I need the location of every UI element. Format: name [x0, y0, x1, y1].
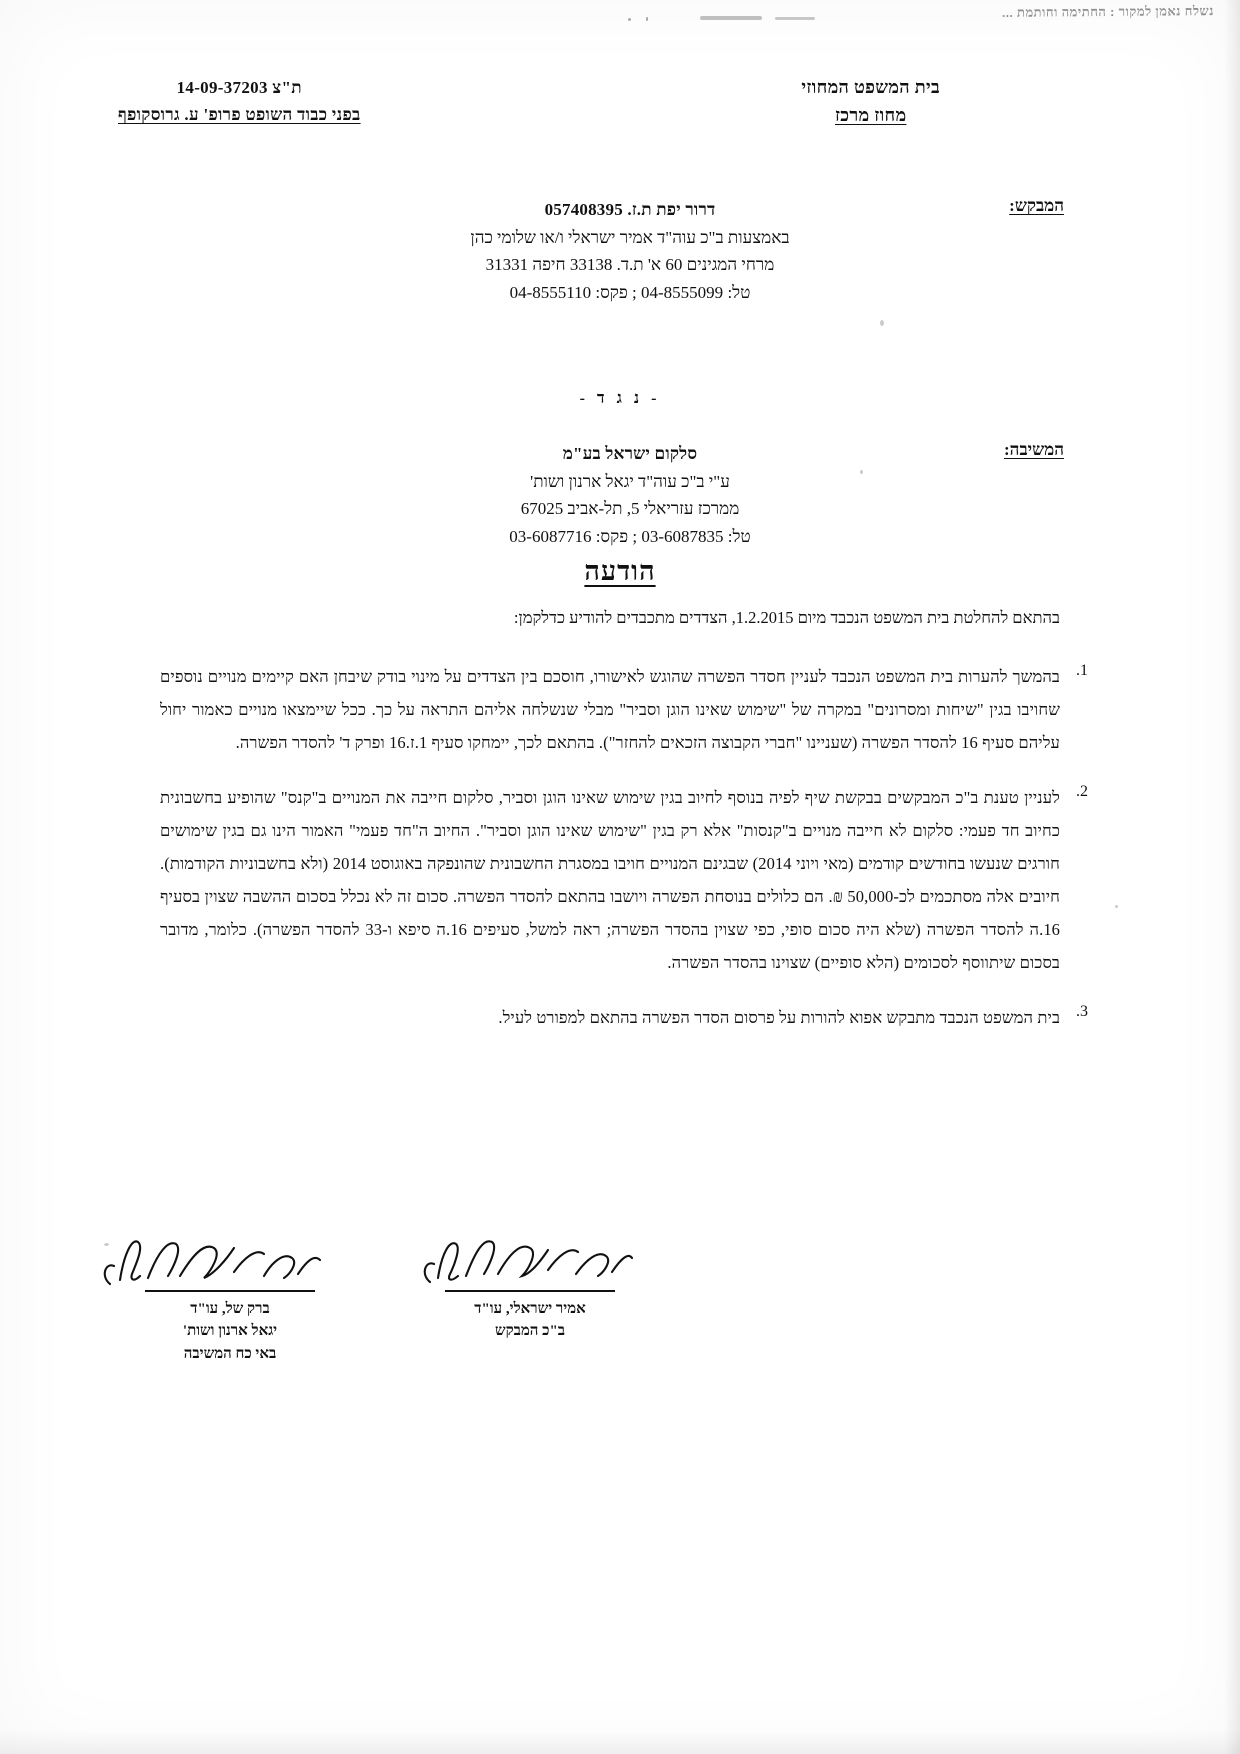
signature-role: ב"כ המבקש: [494, 1323, 566, 1339]
clause-item: [0, 660, 1240, 759]
applicant-label: המבקש:: [1009, 196, 1064, 215]
page-title: [0, 556, 1240, 587]
case-number: ת"צ 14-09-37203: [176, 78, 302, 97]
signature-respondent: [80, 1230, 380, 1365]
signature-name: ברק של, עו"ד: [190, 1300, 270, 1317]
respondent-counsel: ע"י ב"כ עוה"ד יגאל ארנון ושות': [530, 471, 730, 491]
scan-speck: [880, 320, 884, 326]
applicant-details: [350, 196, 910, 306]
clause-text: בית המשפט הנכבד מתבקש אפוא להורות על פרסום הסדר הפשרה בהתאם למפורט לעיל.: [498, 1008, 1060, 1027]
case-identity: [118, 74, 361, 128]
applicant-name: דרור יפת ת.ז. 057408395: [544, 200, 716, 219]
signature-block: [0, 1230, 1240, 1362]
page-title-text: הודעה: [584, 556, 656, 586]
applicant-contact: טל: 04-8555099 ; פקס: 04-8555110: [509, 282, 751, 302]
versus-separator: - נ ג ד -: [579, 390, 661, 407]
handwritten-signature: [380, 1230, 680, 1290]
signature-name: אמיר ישראלי, עו"ד: [474, 1300, 586, 1317]
applicant-counsel: באמצעות ב"כ עוה"ד אמיר ישראלי ו/או שלומי כהן: [470, 227, 790, 247]
respondent-address: ממרכז עזריאלי 5, תל-אביב 67025: [520, 499, 740, 519]
court-name: בית המשפט המחוזי: [801, 77, 940, 97]
respondent-name: סלקום ישראל בע"מ: [562, 444, 698, 463]
signature-rule: [145, 1290, 315, 1292]
clause-number: 1.: [1076, 662, 1088, 679]
respondent-label: המשיבה:: [1004, 440, 1064, 459]
clause-text: בהמשך להערות בית המשפט הנכבד לעניין חסדר הפשרה שהוגש לאישורו, חוסכם בין הצדדים על מינוי בודק שיבחן האם קיימים מנויים נוספים שחויבו בגין "שיחות ומסרונים" במקרה של "שימוש שאינו הוגן וסביר" מבלי שנשלחה אליהם התראה על כך. ככל שיימצאו מנויים כאמור יחול עליהם סעיף 16 להסדר הפשרה (שעניינו "חברי הקבוצה הזכאים להחזר"). בהתאם לכך, יימחקו סעיף 1.ז.16 ופרק ד' להסדר הפשרה.: [160, 667, 1060, 752]
signature-role: באי כח המשיבה: [183, 1345, 277, 1362]
respondent-contact: טל: 03-6087835 ; פקס: 03-6087716: [509, 526, 751, 546]
signature-applicant: [380, 1230, 680, 1343]
clause-list: [0, 660, 1240, 1056]
applicant-address: מרחי המגינים 60 א' ת.ד. 33138 חיפה 31331: [485, 255, 775, 275]
handwritten-signature: [80, 1230, 380, 1290]
respondent-details: [350, 440, 910, 550]
signature-firm: יגאל ארנון ושות': [182, 1323, 278, 1339]
scan-bottom-shadow: [0, 1730, 1240, 1754]
clause-number: 2.: [1076, 783, 1088, 800]
clause-item: [0, 1001, 1240, 1034]
intro-paragraph: בהתאם להחלטת בית המשפט הנכבד מיום 1.2.2015, הצדדים מתכבדים להודיע כדלקמן:: [513, 608, 1060, 627]
clause-number: 3.: [1076, 1003, 1088, 1020]
signature-rule: [445, 1290, 615, 1292]
document-header: [0, 74, 1240, 146]
scan-stamp-text: נשלח נאמן למקור : החתימה וחותמת ...: [1001, 3, 1215, 20]
court-identity: [801, 74, 940, 130]
judge-line: בפני כבוד השופט פרופ' ע. גרוסקופף: [118, 105, 361, 125]
clause-item: [0, 781, 1240, 979]
court-district: מחוז מרכז: [834, 104, 907, 125]
clause-text: לעניין טענת ב"כ המבקשים בבקשת שיף לפיה בנוסף לחיוב בגין שימוש שאינו הוגן וסביר, סלקום חייבה את המנויים ב"קנס" שהופיע בחשבונית כחיוב חד פעמי: סלקום לא חייבה מנויים ב"קנסות" אלא רק בגין "שימוש שאינו הוגן וסביר". החיוב ה"חד פעמי" האמור הינו גם בגין שימושים חורגים שנעשו בחודשים קודמים (מאי ויוני 2014) שבגינם המנויים חויבו במסגרת החשבונית שהונפקה באוגוסט 2014 (ולא בחשבוניות הקודמות). חיובים אלה מסתכמים לכ-50,000 ₪. הם כלולים בנוסחת הפשרה ויושבו בהתאם להסדר הפשרה. סכום זה לא נכלל בסכום ההשבה שצוין בסעיף 16.ה להסדר הפשרה (שלא היה סכום סופי, כפי שצוין בהסדר הפשרה; ראה למשל, סעיפים 16.ה סיפא ו-33 להסדר הפשרה). כלומר, מדובר בסכום שיתווסף לסכומים (הלא סופיים) שצוינו בהסדר הפשרה.: [160, 788, 1061, 972]
